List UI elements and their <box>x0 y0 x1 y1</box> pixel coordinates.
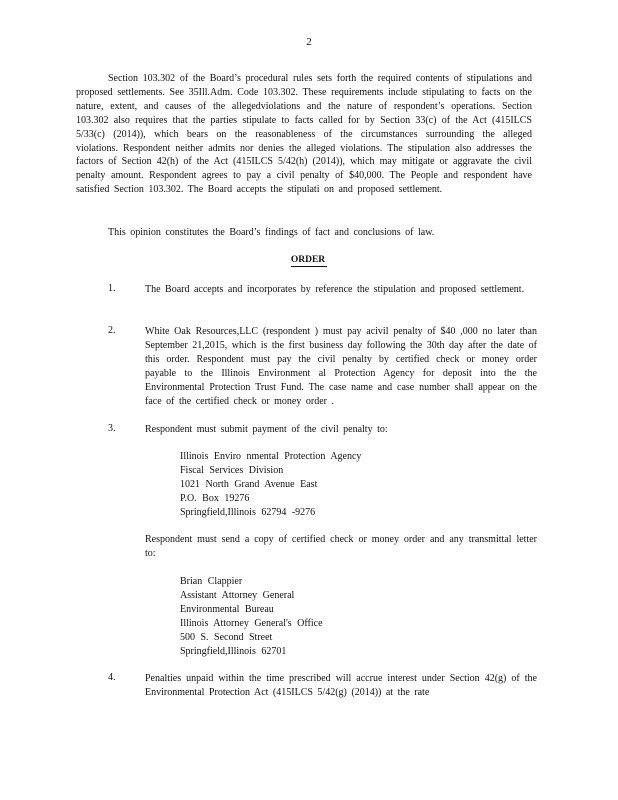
order-heading-text: ORDER <box>290 255 326 265</box>
item-3-text-2: Respondent must send a copy of certified check or money order and any transmittal letter to: <box>145 534 537 559</box>
item-1-text: The Board accepts and incorporates by reference the stipulation and proposed settlement. <box>145 284 525 295</box>
item-3-number: 3. <box>108 423 116 434</box>
address-line: Illinois Attorney General's Office <box>180 617 323 629</box>
copy-address <box>180 575 323 658</box>
item-3-text: Respondent must submit payment of the civil penalty to: <box>145 424 388 435</box>
address-line: 500 S. Second Street <box>180 631 273 643</box>
page-number: 2 <box>306 36 312 48</box>
item-2-text: White Oak Resources,LLC (respondent ) must pay acivil penalty of $40 ,000 no later than September 21,2015, which is the first business day following the 30th day after the date of this order. Respondent must pay the civil penalty by certified check or money order payable to the Illinois Environment al Protection Agency for deposit into the the Environmental Protection Trust Fund. The case name and case number shall appear on the face of the certified check or money order . <box>145 326 537 407</box>
address-line: P.O. Box 19276 <box>180 492 250 504</box>
address-line: Springfield,Illinois 62701 <box>180 645 287 657</box>
address-line: 1021 North Grand Avenue East <box>180 478 318 490</box>
address-line: Brian Clappier <box>180 576 243 587</box>
intro-paragraph-text: Section 103.302 of the Board’s procedural rules sets forth the required contents of stipulations and proposed settlements. See 35Ill.Adm. Code 103.302. These requirements include stipulating to facts on the nature, extent, and causes of the allegedviolations and the nature of respondent’s operations. Section 103.302 also requires that the parties stipulate to facts called for by Section 33(c) of the Act (415ILCS 5/33(c) (2014)), which bears on the reasonableness of the circumstances surrounding the alleged violations. Respondent neither admits nor denies the alleged violations. The stipulation also addresses the factors of Section 42(h) of the Act (415ILCS 5/42(h) (2014)), which may mitigate or aggravate the civil penalty amount. Respondent agrees to pay a civil penalty of $40,000. The People and respondent have satisfied Section 103.302. The Board accepts the stipulati on and proposed settlement. <box>76 73 532 196</box>
order-heading <box>0 255 618 265</box>
item-2-number: 2. <box>108 325 116 336</box>
intro-paragraph <box>76 72 532 197</box>
address-line: Environmental Bureau <box>180 603 274 615</box>
address-line: Illinois Enviro nmental Protection Agency <box>180 451 362 462</box>
payment-address <box>180 450 361 520</box>
address-line: Assistant Attorney General <box>180 589 295 601</box>
address-line: Springfield,Illinois 62794 -9276 <box>180 506 316 518</box>
item-4-text: Penalties unpaid within the time prescribed will accrue interest under Section 42(g) of the Environmental Protection Act (415ILCS 5/42(g) (2014)) at the rate <box>145 673 537 698</box>
findings-note: This opinion constitutes the Board’s findings of fact and conclusions of law. <box>108 227 435 238</box>
address-line: Fiscal Services Division <box>180 464 284 476</box>
item-1-number: 1. <box>108 283 116 294</box>
item-4-number: 4. <box>108 672 116 683</box>
